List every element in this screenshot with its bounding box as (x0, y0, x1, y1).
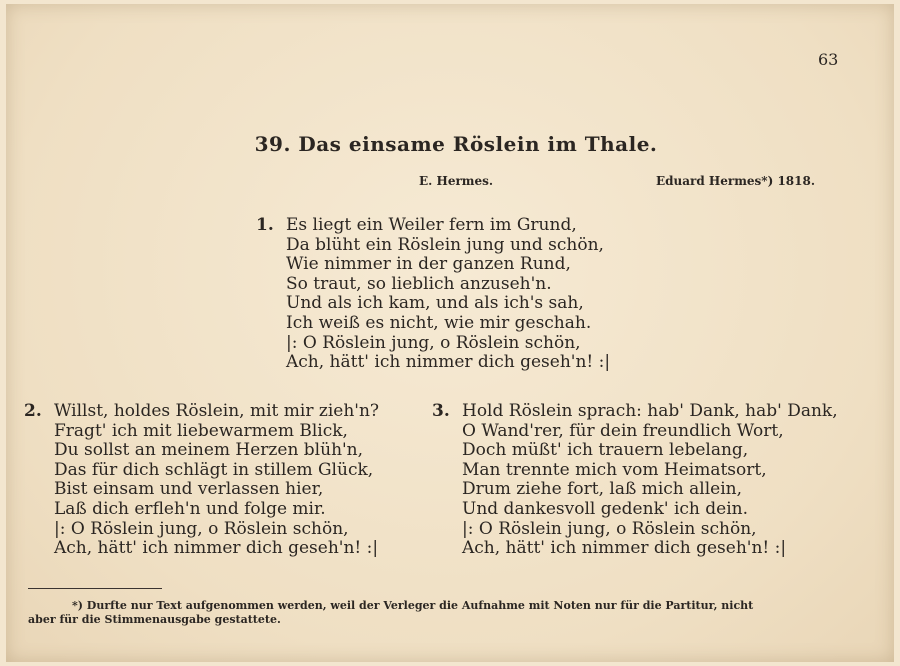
verse-line: Drum ziehe fort, laß mich allein, (462, 479, 743, 500)
verse-line: Willst, holdes Röslein, mit mir zieh'n? (54, 401, 380, 421)
verse-number: 3. (432, 401, 450, 421)
verse-line: Du sollst an meinem Herzen blüh'n, (54, 440, 364, 461)
footnote-divider (28, 588, 162, 589)
verse-line: Hold Röslein sprach: hab' Dank, hab' Dank, (462, 401, 838, 421)
footnote-line: *) Durfte nur Text aufgenommen werden, weil der Verleger die Aufnahme mit Noten nur für die Partitur, nicht (72, 599, 754, 612)
verse-line: Ich weiß es nicht, wie mir geschah. (286, 312, 592, 333)
verse-line: Doch müßt' ich trauern lebelang, (462, 440, 749, 461)
verse-line: So traut, so lieblich anzuseh'n. (286, 273, 552, 294)
verse-line: Es liegt ein Weiler fern im Grund, (286, 215, 577, 235)
song-title: 39. Das einsame Röslein im Thale. (254, 132, 658, 156)
verse-line: Wie nimmer in der ganzen Rund, (286, 254, 571, 275)
verse-line: Das für dich schlägt in stillem Glück, (54, 459, 374, 480)
verse-line: O Wand'rer, für dein freundlich Wort, (462, 420, 784, 441)
verse-line: Man trennte mich vom Heimatsort, (462, 459, 767, 480)
verse-line: Laß dich erfleh'n und folge mir. (54, 498, 326, 519)
verse-3 (432, 401, 838, 559)
refrain-line: Ach, hätt' ich nimmer dich geseh'n! :| (54, 538, 379, 559)
footnote (28, 599, 848, 627)
verse-line: Und dankesvoll gedenk' ich dein. (462, 498, 748, 519)
refrain-line: Ach, hätt' ich nimmer dich geseh'n! :| (286, 352, 611, 373)
refrain-line: |: O Röslein jung, o Röslein schön, (54, 518, 349, 539)
book-page (6, 4, 894, 662)
page-number: 63 (818, 50, 839, 69)
verse-2 (24, 401, 380, 559)
verse-number: 1. (256, 215, 274, 235)
verse-line: Und als ich kam, und als ich's sah, (286, 293, 584, 314)
composer-credit: Eduard Hermes*) 1818. (656, 174, 816, 188)
verse-line: Bist einsam und verlassen hier, (54, 479, 324, 500)
verse-line: Fragt' ich mit liebewarmem Blick, (54, 420, 348, 441)
refrain-line: |: O Röslein jung, o Röslein schön, (462, 518, 757, 539)
verse-1 (256, 215, 611, 373)
refrain-line: Ach, hätt' ich nimmer dich geseh'n! :| (462, 538, 787, 559)
verse-number: 2. (24, 401, 42, 421)
refrain-line: |: O Röslein jung, o Röslein schön, (286, 332, 581, 353)
verse-line: Da blüht ein Röslein jung und schön, (286, 234, 604, 255)
lyricist-credit: E. Hermes. (419, 174, 494, 188)
footnote-line: aber für die Stimmenausgabe gestattete. (28, 613, 281, 626)
